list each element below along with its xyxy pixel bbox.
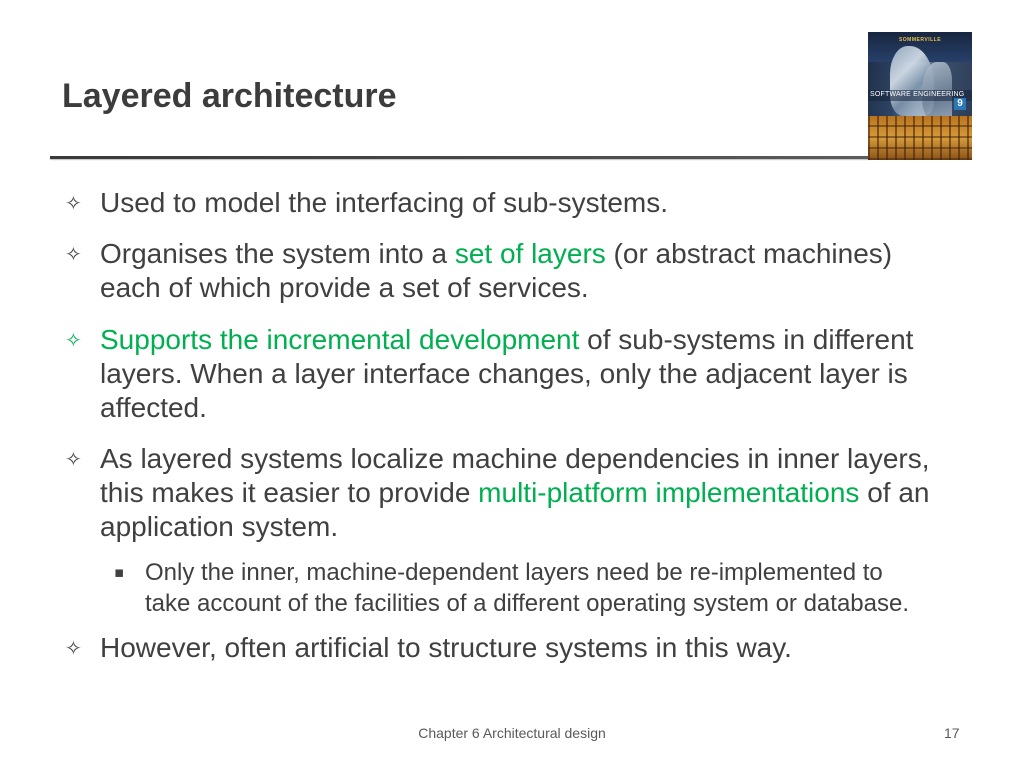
bullet-text: affected. — [100, 392, 207, 423]
bullet-line — [100, 323, 913, 357]
bullet-line — [100, 186, 668, 220]
bullet-line — [100, 237, 892, 271]
footer-chapter-title: Chapter 6 Architectural design — [418, 725, 606, 741]
bullet-text: of sub-systems in different — [579, 324, 914, 355]
star-bullet-icon: ✧ — [65, 636, 82, 660]
star-bullet-icon: ✧ — [65, 242, 82, 266]
cover-edition: 9 — [954, 98, 966, 110]
bullet-line — [100, 391, 913, 425]
bullet-text: application system. — [100, 511, 339, 542]
bullet-line — [100, 476, 930, 510]
bullet-line — [100, 510, 930, 544]
bullet-line — [100, 631, 792, 665]
cover-title: SOFTWARE ENGINEERING — [870, 91, 965, 98]
footer-page-number: 17 — [944, 725, 960, 741]
highlighted-term: set of layers — [454, 238, 606, 269]
bullet-line — [100, 442, 930, 476]
bullet-text: of an — [859, 477, 930, 508]
bullet-item — [65, 442, 930, 544]
bullet-text: As layered systems localize machine dependencies in inner layers, — [100, 443, 930, 474]
bullet-text: Used to model the interfacing of sub-systems. — [100, 187, 669, 218]
bullet-item — [65, 323, 914, 425]
bullet-text: However, often artificial to structure systems in this way. — [100, 632, 792, 663]
sub-bullet-line: Only the inner, machine-dependent layers need be re-implemented to — [145, 559, 883, 586]
book-cover-image — [868, 32, 972, 160]
cover-author: SOMMERVILLE — [898, 37, 942, 43]
sub-bullet-item — [114, 557, 910, 619]
bullet-text: each of which provide a set of services. — [100, 272, 589, 303]
slide-title: Layered architecture — [62, 77, 397, 115]
bullet-text: this makes it easier to provide — [100, 477, 479, 508]
bullet-item — [65, 631, 792, 665]
bullet-line — [100, 271, 892, 305]
bullet-text: layers. When a layer interface changes, only the adjacent layer is — [100, 358, 908, 389]
cover-scaffolding — [868, 116, 972, 160]
bullet-text: Organises the system into a — [100, 238, 455, 269]
highlighted-term: multi-platform implementations — [478, 477, 860, 508]
bullet-item — [65, 186, 669, 220]
highlighted-term: Supports the incremental development — [100, 324, 580, 355]
star-bullet-icon: ✧ — [65, 328, 82, 352]
bullet-text: (or abstract machines) — [605, 238, 893, 269]
sub-bullet-line: take account of the facilities of a different operating system or database. — [145, 590, 910, 617]
star-bullet-icon: ✧ — [65, 447, 82, 471]
title-divider — [50, 156, 870, 159]
bullet-item — [65, 237, 893, 305]
square-bullet-icon: ▪ — [114, 563, 125, 581]
bullet-line — [100, 357, 913, 391]
star-bullet-icon: ✧ — [65, 191, 82, 215]
